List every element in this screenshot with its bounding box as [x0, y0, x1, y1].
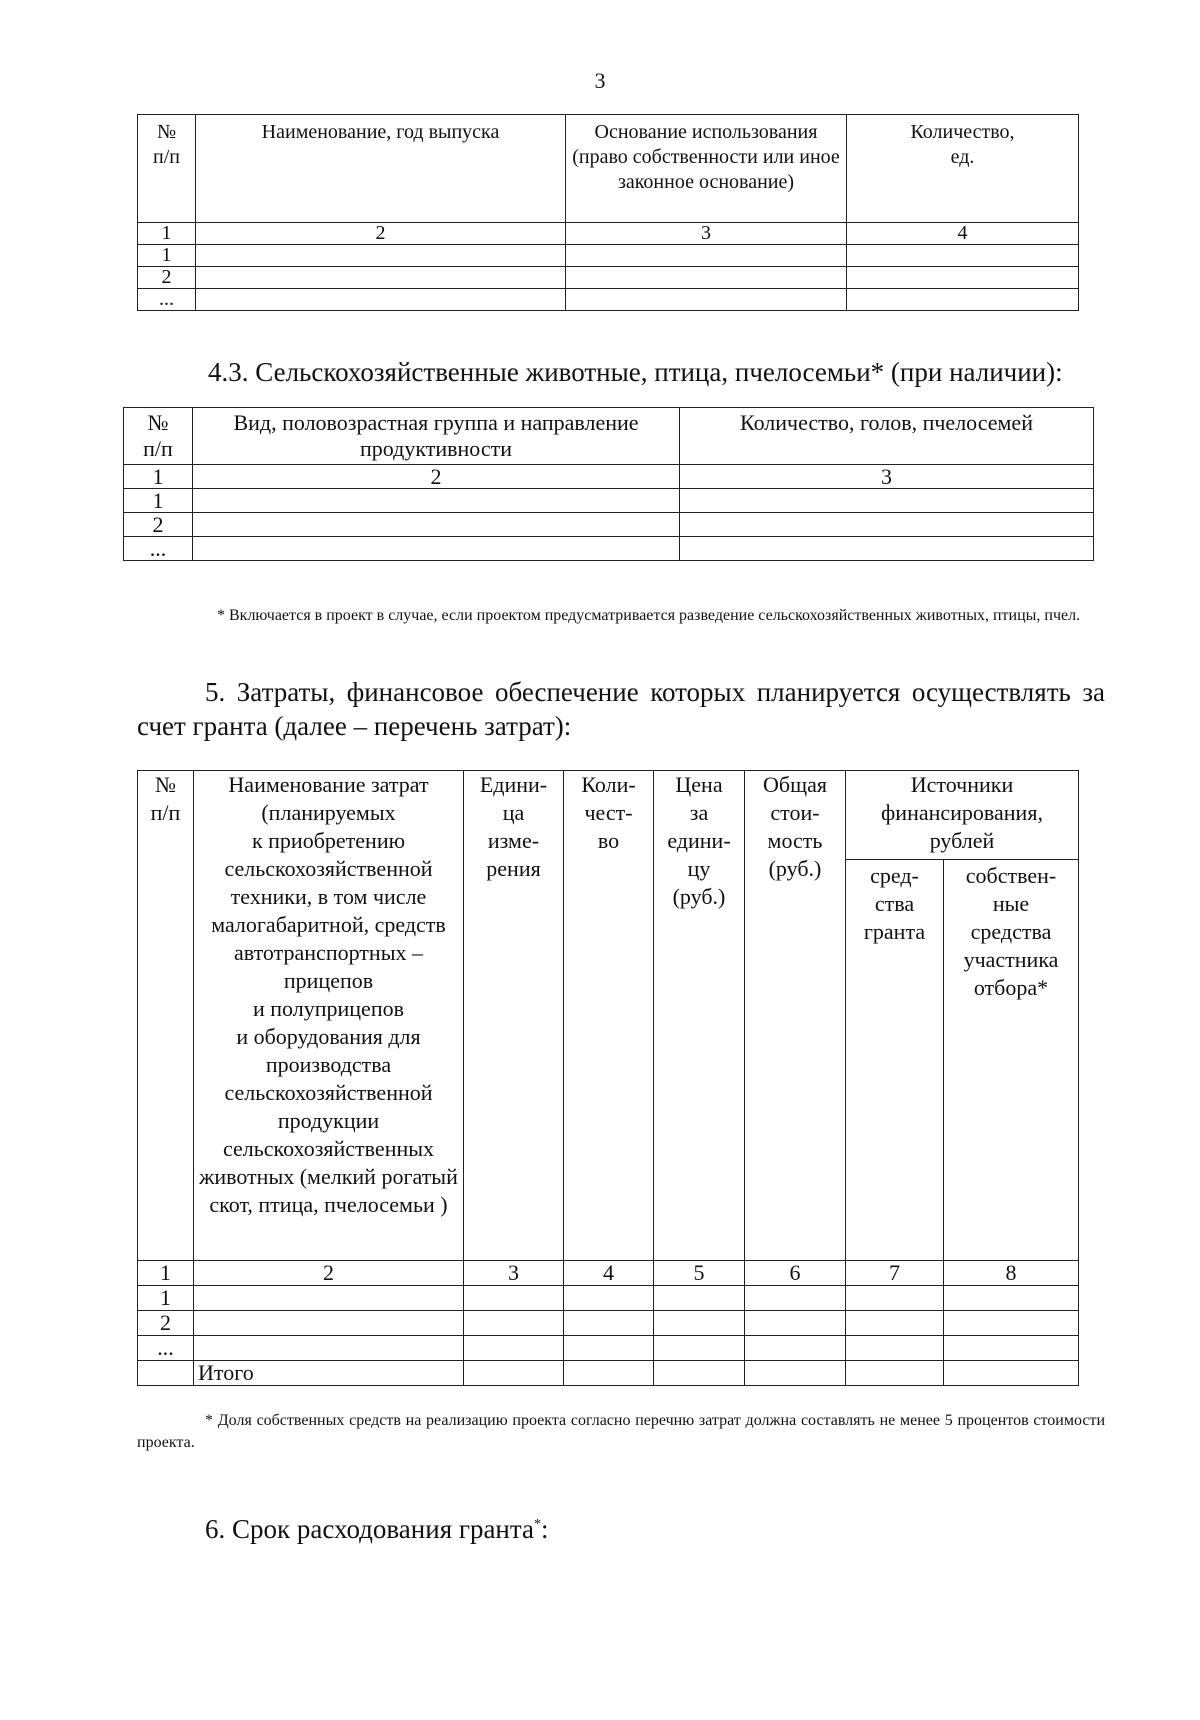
col-header-usage-basis: Основание использования (право собственности или иное законное основание) — [566, 115, 847, 223]
col-header-grant-funds: сред- ства гранта — [846, 860, 944, 1261]
table-row — [138, 267, 1079, 289]
table-cell — [564, 1361, 654, 1386]
table-row — [124, 489, 1094, 513]
col-header-name-year: Наименование, год выпуска — [196, 115, 566, 223]
table-cell — [680, 489, 1094, 513]
table-cell: 1 — [138, 1261, 194, 1286]
table-cell: 1 — [124, 465, 193, 489]
table-cell — [564, 1311, 654, 1336]
table-cell — [193, 537, 680, 561]
table-cell — [464, 1286, 564, 1311]
table-cell: 2 — [193, 465, 680, 489]
animals-table — [123, 407, 1094, 561]
section-6-colon: : — [540, 1514, 549, 1544]
table-cell — [196, 289, 566, 311]
footnote-animals: * Включается в проект в случае, если проектом предусматривается разведение сельскохозяйственных животных, птицы, пчел. — [217, 607, 1081, 624]
table-cell — [194, 1336, 464, 1361]
col-header-cost-name: Наименование затрат (планируемых к приобретению сельскохозяйственной техники, в том числе малогабаритной, средств автотранспортных – прицепов и полуприцепов и оборудования для производства сельскохозяйственной продукции сельскохозяйственных животных (мелкий рогатый скот, птица, пчелосемьи ) — [194, 771, 464, 1261]
footnote-costs: * Доля собственных средств на реализацию проекта согласно перечню затрат должна составлять не менее 5 процентов стоимости проекта. — [137, 1412, 1105, 1451]
table-cell — [846, 1361, 944, 1386]
section-4-3-heading: 4.3. Сельскохозяйственные животные, птица, пчелосемьи* (при наличии): — [208, 357, 1063, 387]
table-cell: 1 — [138, 1286, 194, 1311]
table-cell — [745, 1286, 846, 1311]
table-cell — [193, 489, 680, 513]
footnote-mark: * — [533, 1517, 541, 1532]
table-cell: ... — [124, 537, 193, 561]
table-cell — [564, 1336, 654, 1361]
table-cell — [654, 1286, 745, 1311]
table-cell: 1 — [138, 245, 196, 267]
table-cell — [654, 1311, 745, 1336]
total-label: Итого — [194, 1361, 464, 1386]
equipment-table — [137, 114, 1079, 311]
table-cell: 3 — [680, 465, 1094, 489]
table-row — [138, 1286, 1079, 1311]
section-6-title: 6. Срок расходования гранта — [205, 1514, 534, 1544]
col-header-total-cost: Общая стои- мость (руб.) — [745, 771, 846, 1261]
table-cell — [745, 1361, 846, 1386]
table-cell — [194, 1311, 464, 1336]
table-cell: 2 — [124, 513, 193, 537]
table-row — [138, 289, 1079, 311]
col-header-quantity: Количество, ед. — [847, 115, 1079, 223]
table-cell: 3 — [464, 1261, 564, 1286]
table-cell — [193, 513, 680, 537]
col-header-own-funds: собствен- ные средства участника отбора* — [944, 860, 1079, 1261]
table-cell — [944, 1311, 1079, 1336]
col-header-number: № п/п — [124, 408, 193, 465]
table-cell: 8 — [944, 1261, 1079, 1286]
table-cell: ... — [138, 1336, 194, 1361]
table-row — [124, 537, 1094, 561]
table-cell — [846, 1336, 944, 1361]
table-cell — [847, 289, 1079, 311]
table-cell — [680, 537, 1094, 561]
table-cell — [745, 1336, 846, 1361]
col-header-unit: Едини- ца изме- рения — [464, 771, 564, 1261]
col-header-number: № п/п — [138, 771, 194, 1261]
table-header-row — [138, 771, 1079, 860]
table-cell: 5 — [654, 1261, 745, 1286]
table-cell — [847, 267, 1079, 289]
table-cell — [196, 245, 566, 267]
table-row — [124, 513, 1094, 537]
table-cell — [194, 1286, 464, 1311]
table-cell — [654, 1336, 745, 1361]
col-header-number: № п/п — [138, 115, 196, 223]
table-cell: 2 — [196, 223, 566, 245]
table-cell: ... — [138, 289, 196, 311]
table-cell — [564, 1286, 654, 1311]
table-cell: 3 — [566, 223, 847, 245]
costs-table — [137, 770, 1079, 1386]
table-cell — [196, 267, 566, 289]
table-cell: 4 — [564, 1261, 654, 1286]
table-cell: 7 — [846, 1261, 944, 1286]
col-header-quantity: Коли- чест- во — [564, 771, 654, 1261]
table-cell: 6 — [745, 1261, 846, 1286]
table-cell — [944, 1336, 1079, 1361]
table-cell — [846, 1311, 944, 1336]
table-cell — [464, 1336, 564, 1361]
table-cell — [464, 1361, 564, 1386]
table-cell — [464, 1311, 564, 1336]
table-cell: 1 — [124, 489, 193, 513]
table-cell: 2 — [138, 1311, 194, 1336]
col-header-head-count: Количество, голов, пчелосемей — [680, 408, 1094, 465]
table-header-row — [124, 408, 1094, 465]
table-cell — [944, 1361, 1079, 1386]
table-header-row — [138, 115, 1079, 223]
table-cell — [944, 1286, 1079, 1311]
col-header-unit-price: Цена за едини- цу (руб.) — [654, 771, 745, 1261]
table-row — [138, 245, 1079, 267]
table-cell — [138, 1361, 194, 1386]
table-cell: 4 — [847, 223, 1079, 245]
col-header-funding-sources: Источники финансирования, рублей — [846, 771, 1079, 860]
table-cell: 2 — [138, 267, 196, 289]
table-cell — [847, 245, 1079, 267]
table-row — [138, 1311, 1079, 1336]
table-row — [138, 1336, 1079, 1361]
col-header-kind: Вид, половозрастная группа и направление продуктивности — [193, 408, 680, 465]
section-6-heading — [205, 1508, 549, 1546]
section-5-heading: 5. Затраты, финансовое обеспечение которых планируется осуществлять за счет гранта (далее – перечень затрат): — [137, 677, 1105, 741]
table-cell — [745, 1311, 846, 1336]
table-cell — [846, 1286, 944, 1311]
table-row-total — [138, 1361, 1079, 1386]
table-index-row — [138, 1261, 1079, 1286]
table-cell — [680, 513, 1094, 537]
table-cell: 1 — [138, 223, 196, 245]
page-number: 3 — [594, 68, 606, 93]
table-index-row — [138, 223, 1079, 245]
table-cell — [566, 267, 847, 289]
table-cell — [566, 245, 847, 267]
table-index-row — [124, 465, 1094, 489]
table-cell — [566, 289, 847, 311]
table-cell: 2 — [194, 1261, 464, 1286]
table-cell — [654, 1361, 745, 1386]
